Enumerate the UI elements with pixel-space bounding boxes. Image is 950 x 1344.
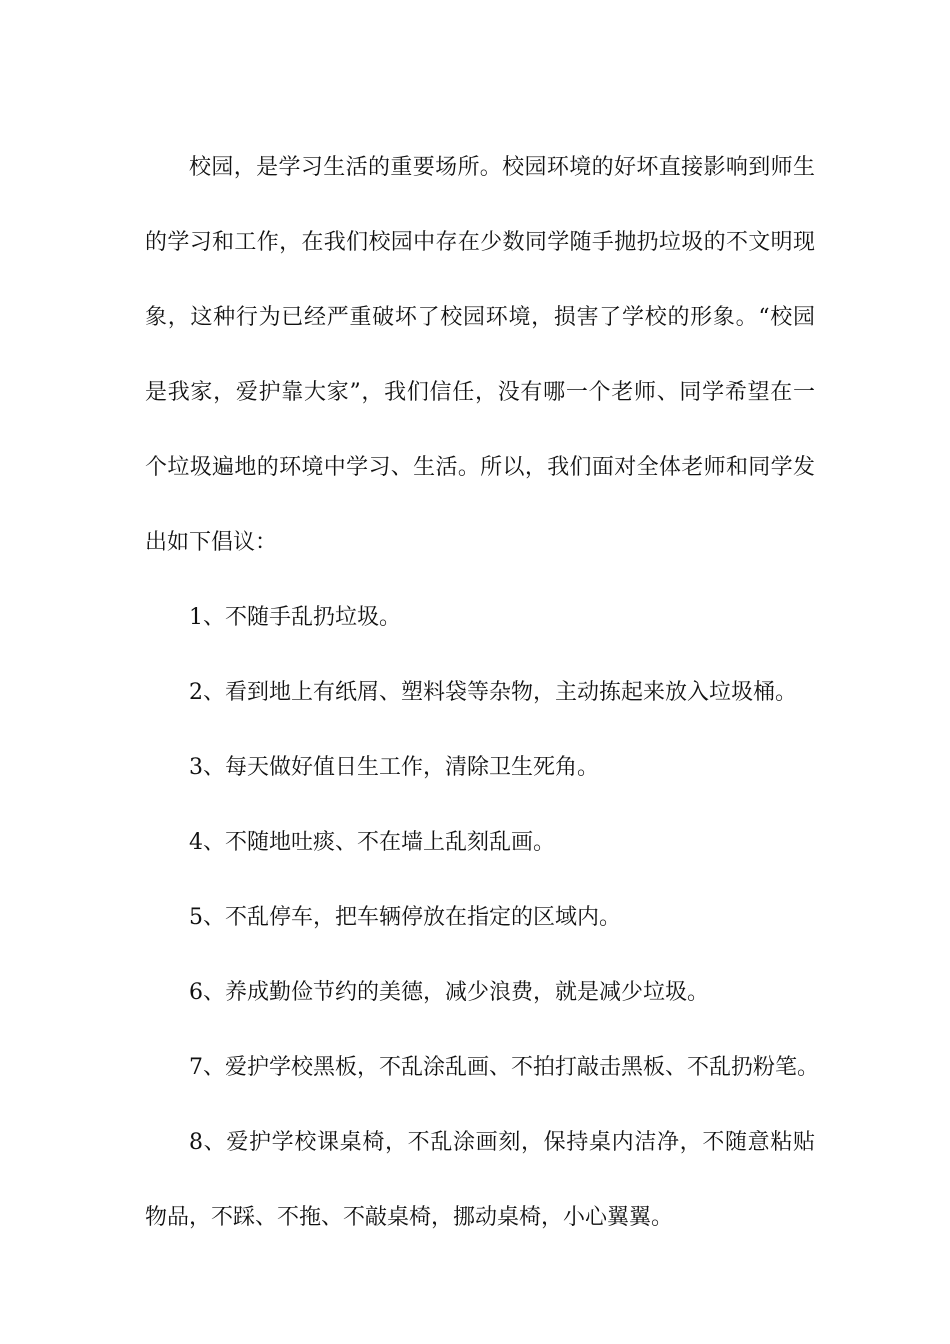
proposal-item-1: 1、不随手乱扔垃圾。	[189, 605, 401, 630]
proposal-item-7: 7、爱护学校黑板，不乱涂乱画、不拍打敲击黑板、不乱扔粉笔。	[189, 1055, 819, 1080]
proposal-item-3: 3、每天做好值日生工作，清除卫生死角。	[189, 755, 599, 780]
proposal-item-5: 5、不乱停车，把车辆停放在指定的区域内。	[189, 905, 621, 930]
proposal-item-8: 8、爱护学校课桌椅，不乱涂画刻，保持桌内洁净，不随意粘贴物品，不踩、不拖、不敲桌椅，挪动桌椅，小心翼翼。	[145, 1130, 815, 1230]
document-body	[145, 130, 819, 1255]
proposal-item-4: 4、不随地吐痰、不在墙上乱刻乱画。	[189, 830, 555, 855]
proposal-item-6: 6、养成勤俭节约的美德，减少浪费，就是减少垃圾。	[189, 980, 709, 1005]
proposal-item-2: 2、看到地上有纸屑、塑料袋等杂物，主动拣起来放入垃圾桶。	[189, 680, 797, 705]
intro-paragraph: 校园，是学习生活的重要场所。校园环境的好坏直接影响到师生的学习和工作，在我们校园中存在少数同学随手抛扔垃圾的不文明现象，这种行为已经严重破坏了校园环境，损害了学校的形象。“校园是我家，爱护靠大家”，我们信任，没有哪一个老师、同学希望在一个垃圾遍地的环境中学习、生活。所以，我们面对全体老师和同学发出如下倡议：	[145, 155, 815, 555]
